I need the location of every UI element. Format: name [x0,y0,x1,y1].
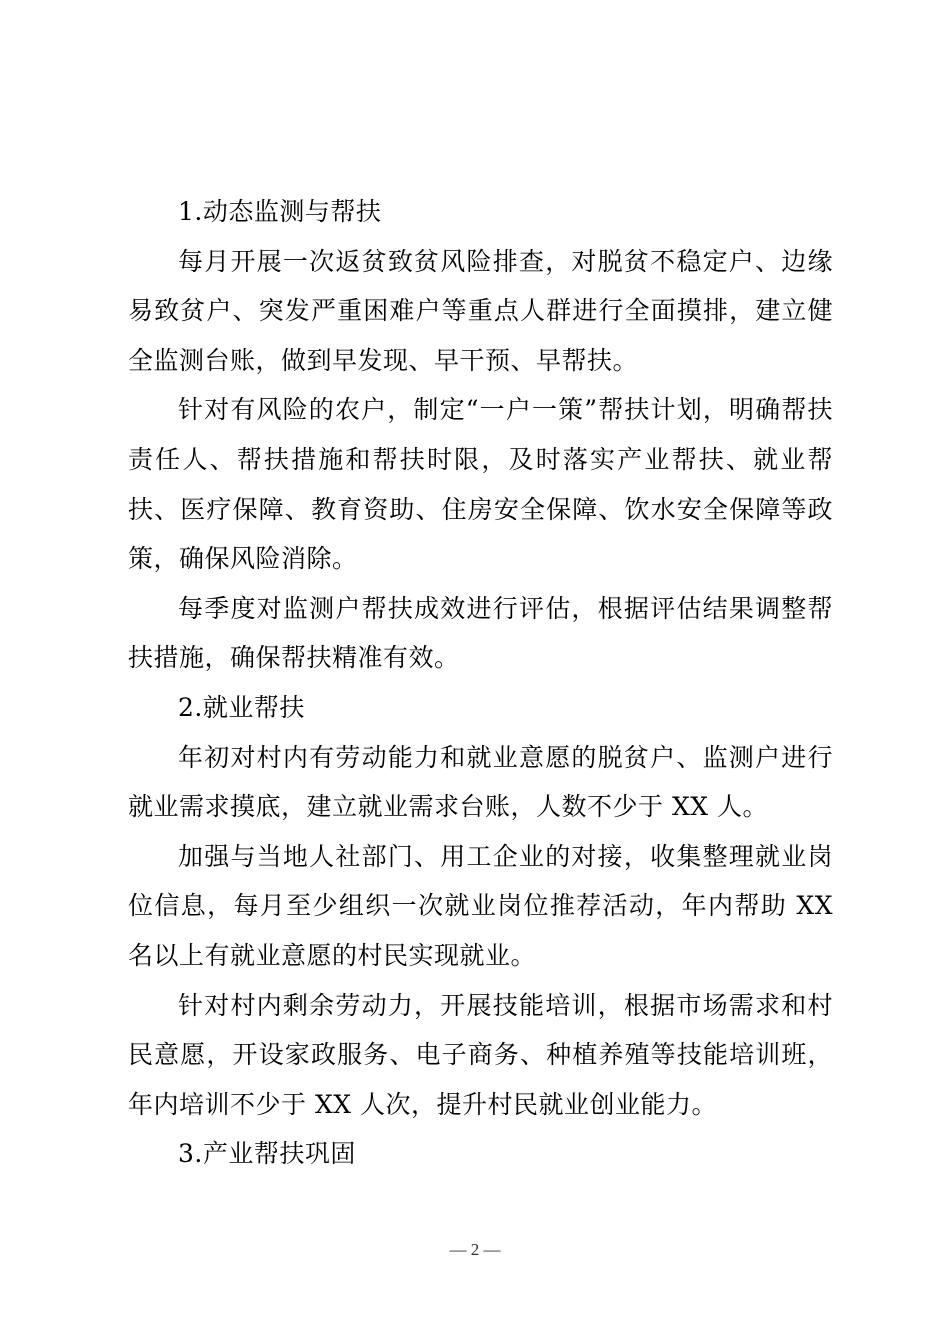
section-heading-employment-assistance: 2.就业帮扶 [178,692,305,722]
paragraph: 加强与当地人社部门、用工企业的对接，收集整理就业岗位信息，每月至少组织一次就业岗位推荐活动，年内帮助 XX 名以上有就业意愿的村民实现就业。 [128,841,833,970]
paragraph: 年初对村内有劳动能力和就业意愿的脱贫户、监测户进行就业需求摸底，建立就业需求台账，人数不少于 XX 人。 [128,742,833,822]
paragraph: 每月开展一次返贫致贫风险排查，对脱贫不稳定户、边缘易致贫户、突发严重困难户等重点人群进行全面摸排，建立健全监测台账，做到早发现、早干预、早帮扶。 [128,246,833,375]
section-heading-industry-assistance: 3.产业帮扶巩固 [178,1139,356,1169]
paragraph: 针对有风险的农户，制定“一户一策”帮扶计划，明确帮扶责任人、帮扶措施和帮扶时限，及时落实产业帮扶、就业帮扶、医疗保障、教育资助、住房安全保障、饮水安全保障等政策，确保风险消除。 [128,395,833,574]
paragraph: 针对村内剩余劳动力，开展技能培训，根据市场需求和村民意愿，开设家政服务、电子商务、种植养殖等技能培训班，年内培训不少于 XX 人次，提升村民就业创业能力。 [128,990,833,1119]
paragraph: 每季度对监测户帮扶成效进行评估，根据评估结果调整帮扶措施，确保帮扶精准有效。 [128,593,833,673]
document-body [128,187,833,1179]
page-number: — 2 — [449,1240,501,1259]
section-heading-dynamic-monitoring: 1.动态监测与帮扶 [178,197,382,226]
